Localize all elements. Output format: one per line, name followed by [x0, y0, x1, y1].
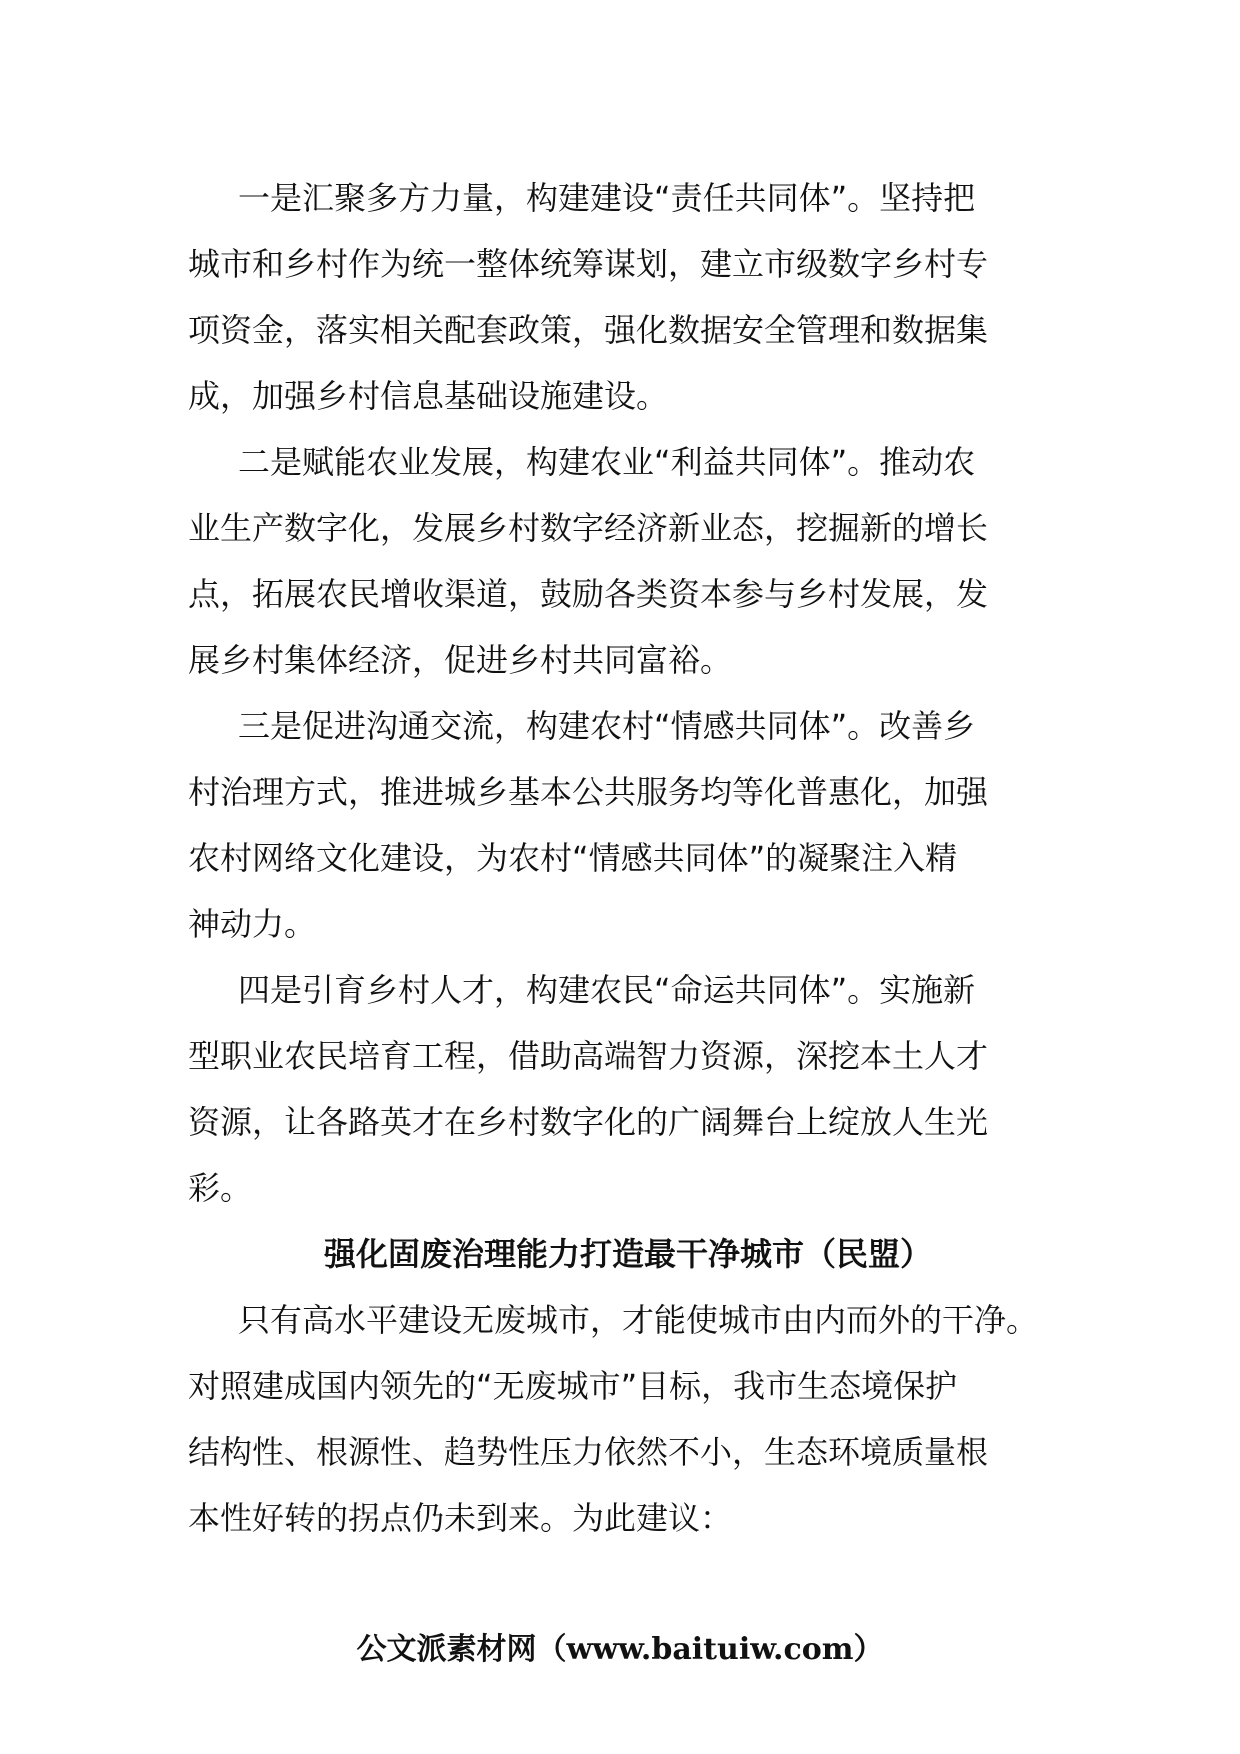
paragraph-line: 对照建成国内领先的“无废城市”目标，我市生态境保护: [188, 1367, 958, 1405]
paragraph-line: 点，拓展农民增收渠道，鼓励各类资本参与乡村发展，发: [188, 575, 989, 613]
paragraph-line: 农村网络文化建设，为农村“情感共同体”的凝聚注入精: [188, 839, 958, 877]
paragraph-line: 三是促进沟通交流，构建农村“情感共同体”。改善乡: [238, 707, 976, 745]
paragraph-line: 展乡村集体经济，促进乡村共同富裕。: [188, 641, 733, 679]
paragraph-1: [188, 165, 1068, 429]
section-heading: 强化固废治理能力打造最干净城市（民盟）: [323, 1235, 932, 1273]
paragraph-line: 城市和乡村作为统一整体统筹谋划，建立市级数字乡村专: [188, 245, 989, 283]
paragraph-line: 神动力。: [188, 905, 317, 943]
paragraph-line: 二是赋能农业发展，构建农业“利益共同体”。推动农: [238, 443, 976, 481]
paragraph-line: 只有高水平建设无废城市，才能使城市由内而外的干净。: [238, 1301, 1039, 1339]
page-footer-watermark: 公文派素材网（www.baituiw.com）: [356, 1632, 884, 1667]
paragraph-line: 彩。: [188, 1169, 253, 1207]
paragraph-line: 资源，让各路英才在乡村数字化的广阔舞台上绽放人生光: [188, 1103, 989, 1141]
paragraph-line: 成，加强乡村信息基础设施建设。: [188, 377, 669, 415]
section-paragraph: [188, 1287, 1068, 1551]
paragraph-3: [188, 693, 1068, 957]
document-body: [188, 165, 1068, 1551]
paragraph-line: 型职业农民培育工程，借助高端智力资源，深挖本土人才: [188, 1037, 989, 1075]
paragraph-line: 项资金，落实相关配套政策，强化数据安全管理和数据集: [188, 311, 989, 349]
paragraph-line: 结构性、根源性、趋势性压力依然不小，生态环境质量根: [188, 1433, 989, 1471]
paragraph-4: [188, 957, 1068, 1221]
paragraph-line: 四是引育乡村人才，构建农民“命运共同体”。实施新: [238, 971, 976, 1009]
paragraph-line: 一是汇聚多方力量，构建建设“责任共同体”。坚持把: [238, 179, 976, 217]
paragraph-line: 村治理方式，推进城乡基本公共服务均等化普惠化，加强: [188, 773, 989, 811]
paragraph-line: 本性好转的拐点仍未到来。为此建议：: [188, 1499, 733, 1537]
paragraph-2: [188, 429, 1068, 693]
paragraph-line: 业生产数字化，发展乡村数字经济新业态，挖掘新的增长: [188, 509, 989, 547]
